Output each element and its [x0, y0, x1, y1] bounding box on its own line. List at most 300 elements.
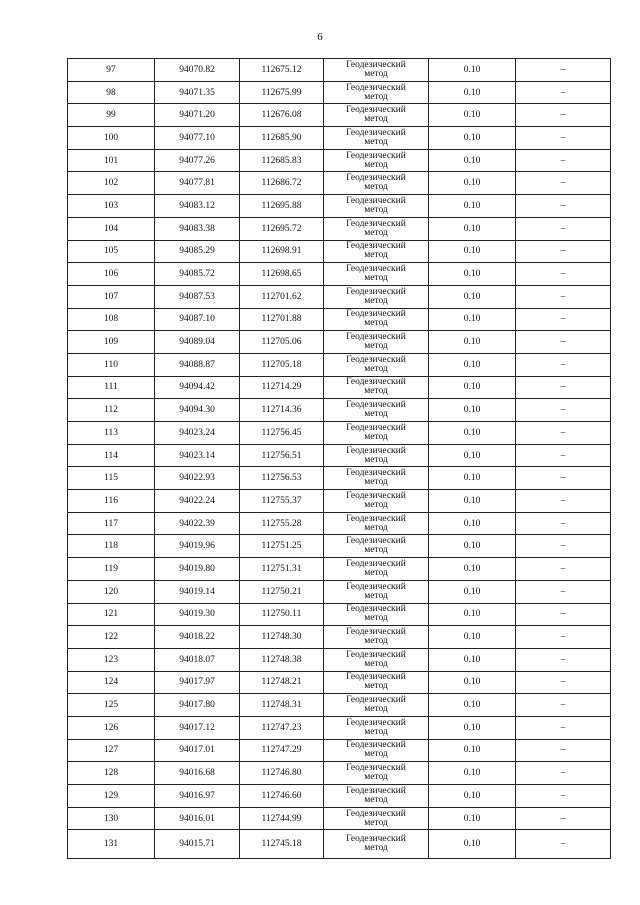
page-number: 6 [317, 31, 323, 43]
method-line2: метод [364, 636, 388, 647]
table-row [68, 240, 611, 263]
y-coordinate-cell: 112685.90 [240, 127, 324, 150]
y-coordinate-cell: 112755.28 [240, 512, 324, 535]
method-line2: метод [364, 227, 388, 238]
note-cell: – [516, 331, 611, 354]
table-row [68, 172, 611, 195]
note-cell: – [516, 240, 611, 263]
point-number-cell: 123 [68, 648, 155, 671]
y-coordinate-cell: 112747.29 [240, 739, 324, 762]
note-cell: – [516, 104, 611, 127]
method-cell [324, 331, 429, 354]
point-number-cell: 126 [68, 716, 155, 739]
point-number-cell: 98 [68, 81, 155, 104]
y-coordinate-cell: 112714.29 [240, 376, 324, 399]
method-line2: метод [364, 91, 388, 102]
x-coordinate-cell: 94015.71 [155, 830, 240, 859]
method-line1: Геодезический [346, 309, 406, 320]
x-coordinate-cell: 94019.14 [155, 580, 240, 603]
method-line1: Геодезический [346, 422, 406, 433]
accuracy-cell: 0.10 [429, 285, 516, 308]
coordinates-table [67, 58, 611, 859]
x-coordinate-cell: 94018.07 [155, 648, 240, 671]
method-line2: метод [364, 726, 388, 737]
method-cell [324, 739, 429, 762]
table-row [68, 807, 611, 830]
y-coordinate-cell: 112675.12 [240, 59, 324, 82]
note-cell: – [516, 81, 611, 104]
x-coordinate-cell: 94083.12 [155, 195, 240, 218]
method-cell [324, 671, 429, 694]
method-line2: метод [364, 114, 388, 125]
accuracy-cell: 0.10 [429, 195, 516, 218]
method-cell [324, 376, 429, 399]
method-line2: метод [364, 136, 388, 147]
x-coordinate-cell: 94019.80 [155, 558, 240, 581]
table-row [68, 81, 611, 104]
y-coordinate-cell: 112686.72 [240, 172, 324, 195]
accuracy-cell: 0.10 [429, 308, 516, 331]
accuracy-cell: 0.10 [429, 263, 516, 286]
method-line2: метод [364, 704, 388, 715]
method-line1: Геодезический [346, 763, 406, 774]
accuracy-cell: 0.10 [429, 467, 516, 490]
table-row [68, 331, 611, 354]
method-line2: метод [364, 318, 388, 329]
table-row [68, 127, 611, 150]
method-line1: Геодезический [346, 513, 406, 524]
x-coordinate-cell: 94077.10 [155, 127, 240, 150]
point-number-cell: 107 [68, 285, 155, 308]
accuracy-cell: 0.10 [429, 422, 516, 445]
table-row [68, 603, 611, 626]
note-cell: – [516, 512, 611, 535]
accuracy-cell: 0.10 [429, 149, 516, 172]
method-cell [324, 603, 429, 626]
accuracy-cell: 0.10 [429, 490, 516, 513]
point-number-cell: 101 [68, 149, 155, 172]
method-line2: метод [364, 454, 388, 465]
method-line2: метод [364, 772, 388, 783]
x-coordinate-cell: 94017.12 [155, 716, 240, 739]
method-line1: Геодезический [346, 581, 406, 592]
note-cell: – [516, 648, 611, 671]
method-line1: Геодезический [346, 604, 406, 615]
note-cell: – [516, 762, 611, 785]
table-row [68, 104, 611, 127]
point-number-cell: 119 [68, 558, 155, 581]
table-row [68, 762, 611, 785]
method-line2: метод [364, 658, 388, 669]
note-cell: – [516, 580, 611, 603]
y-coordinate-cell: 112750.21 [240, 580, 324, 603]
x-coordinate-cell: 94022.24 [155, 490, 240, 513]
accuracy-cell: 0.10 [429, 626, 516, 649]
table-row [68, 648, 611, 671]
accuracy-cell: 0.10 [429, 444, 516, 467]
method-cell [324, 422, 429, 445]
note-cell: – [516, 422, 611, 445]
accuracy-cell: 0.10 [429, 830, 516, 859]
method-line2: метод [364, 386, 388, 397]
method-line1: Геодезический [346, 400, 406, 411]
method-line2: метод [364, 477, 388, 488]
table-row [68, 467, 611, 490]
accuracy-cell: 0.10 [429, 580, 516, 603]
point-number-cell: 111 [68, 376, 155, 399]
method-cell [324, 626, 429, 649]
method-line2: метод [364, 843, 388, 854]
coordinates-table-body [68, 59, 611, 859]
note-cell: – [516, 490, 611, 513]
table-row [68, 490, 611, 513]
x-coordinate-cell: 94018.22 [155, 626, 240, 649]
method-cell [324, 558, 429, 581]
method-cell [324, 762, 429, 785]
point-number-cell: 105 [68, 240, 155, 263]
table-row [68, 308, 611, 331]
method-line2: метод [364, 499, 388, 510]
y-coordinate-cell: 112746.80 [240, 762, 324, 785]
y-coordinate-cell: 112714.36 [240, 399, 324, 422]
y-coordinate-cell: 112747.23 [240, 716, 324, 739]
accuracy-cell: 0.10 [429, 648, 516, 671]
accuracy-cell: 0.10 [429, 535, 516, 558]
note-cell: – [516, 739, 611, 762]
y-coordinate-cell: 112676.08 [240, 104, 324, 127]
method-line2: метод [364, 817, 388, 828]
note-cell: – [516, 807, 611, 830]
y-coordinate-cell: 112748.31 [240, 694, 324, 717]
method-cell [324, 81, 429, 104]
note-cell: – [516, 671, 611, 694]
point-number-cell: 97 [68, 59, 155, 82]
method-line1: Геодезический [346, 649, 406, 660]
method-cell [324, 467, 429, 490]
method-cell [324, 785, 429, 808]
method-cell [324, 807, 429, 830]
note-cell: – [516, 195, 611, 218]
method-line1: Геодезический [346, 695, 406, 706]
method-cell [324, 149, 429, 172]
point-number-cell: 108 [68, 308, 155, 331]
x-coordinate-cell: 94071.35 [155, 81, 240, 104]
method-cell [324, 490, 429, 513]
note-cell: – [516, 285, 611, 308]
method-line1: Геодезический [346, 717, 406, 728]
point-number-cell: 127 [68, 739, 155, 762]
method-line2: метод [364, 159, 388, 170]
table-row [68, 422, 611, 445]
method-line2: метод [364, 273, 388, 284]
y-coordinate-cell: 112705.18 [240, 353, 324, 376]
note-cell: – [516, 399, 611, 422]
x-coordinate-cell: 94071.20 [155, 104, 240, 127]
method-line2: метод [364, 68, 388, 79]
method-line1: Геодезический [346, 127, 406, 138]
accuracy-cell: 0.10 [429, 127, 516, 150]
x-coordinate-cell: 94016.01 [155, 807, 240, 830]
method-cell [324, 535, 429, 558]
method-line2: метод [364, 794, 388, 805]
point-number-cell: 130 [68, 807, 155, 830]
x-coordinate-cell: 94070.82 [155, 59, 240, 82]
x-coordinate-cell: 94077.26 [155, 149, 240, 172]
point-number-cell: 131 [68, 830, 155, 859]
note-cell: – [516, 308, 611, 331]
table-row [68, 535, 611, 558]
method-line1: Геодезический [346, 490, 406, 501]
x-coordinate-cell: 94022.39 [155, 512, 240, 535]
table-row [68, 671, 611, 694]
table-row [68, 626, 611, 649]
method-line2: метод [364, 204, 388, 215]
method-line2: метод [364, 613, 388, 624]
method-cell [324, 172, 429, 195]
table-row [68, 512, 611, 535]
table-row [68, 149, 611, 172]
point-number-cell: 125 [68, 694, 155, 717]
accuracy-cell: 0.10 [429, 512, 516, 535]
method-cell [324, 694, 429, 717]
accuracy-cell: 0.10 [429, 59, 516, 82]
method-line1: Геодезический [346, 332, 406, 343]
table-row [68, 694, 611, 717]
table-row [68, 444, 611, 467]
point-number-cell: 99 [68, 104, 155, 127]
method-line1: Геодезический [346, 445, 406, 456]
x-coordinate-cell: 94094.30 [155, 399, 240, 422]
method-line1: Геодезический [346, 354, 406, 365]
point-number-cell: 114 [68, 444, 155, 467]
method-line2: метод [364, 681, 388, 692]
table-row [68, 59, 611, 82]
point-number-cell: 122 [68, 626, 155, 649]
y-coordinate-cell: 112755.37 [240, 490, 324, 513]
method-line2: метод [364, 590, 388, 601]
accuracy-cell: 0.10 [429, 671, 516, 694]
y-coordinate-cell: 112748.21 [240, 671, 324, 694]
method-line1: Геодезический [346, 468, 406, 479]
point-number-cell: 110 [68, 353, 155, 376]
method-cell [324, 59, 429, 82]
y-coordinate-cell: 112675.99 [240, 81, 324, 104]
method-cell [324, 308, 429, 331]
y-coordinate-cell: 112701.62 [240, 285, 324, 308]
y-coordinate-cell: 112756.45 [240, 422, 324, 445]
x-coordinate-cell: 94019.30 [155, 603, 240, 626]
x-coordinate-cell: 94085.29 [155, 240, 240, 263]
table-row [68, 580, 611, 603]
point-number-cell: 109 [68, 331, 155, 354]
point-number-cell: 121 [68, 603, 155, 626]
method-cell [324, 353, 429, 376]
method-line1: Геодезический [346, 740, 406, 751]
point-number-cell: 103 [68, 195, 155, 218]
table-row [68, 285, 611, 308]
x-coordinate-cell: 94023.14 [155, 444, 240, 467]
y-coordinate-cell: 112705.06 [240, 331, 324, 354]
method-cell [324, 399, 429, 422]
x-coordinate-cell: 94017.80 [155, 694, 240, 717]
accuracy-cell: 0.10 [429, 240, 516, 263]
y-coordinate-cell: 112701.88 [240, 308, 324, 331]
note-cell: – [516, 830, 611, 859]
note-cell: – [516, 603, 611, 626]
y-coordinate-cell: 112745.18 [240, 830, 324, 859]
method-cell [324, 830, 429, 859]
note-cell: – [516, 149, 611, 172]
x-coordinate-cell: 94085.72 [155, 263, 240, 286]
x-coordinate-cell: 94022.93 [155, 467, 240, 490]
note-cell: – [516, 127, 611, 150]
note-cell: – [516, 217, 611, 240]
table-row [68, 376, 611, 399]
method-cell [324, 444, 429, 467]
method-line1: Геодезический [346, 241, 406, 252]
point-number-cell: 124 [68, 671, 155, 694]
note-cell: – [516, 558, 611, 581]
method-cell [324, 648, 429, 671]
point-number-cell: 129 [68, 785, 155, 808]
method-cell [324, 127, 429, 150]
table-row [68, 263, 611, 286]
method-cell [324, 217, 429, 240]
method-line2: метод [364, 295, 388, 306]
x-coordinate-cell: 94016.97 [155, 785, 240, 808]
point-number-cell: 100 [68, 127, 155, 150]
point-number-cell: 106 [68, 263, 155, 286]
method-line1: Геодезический [346, 59, 406, 70]
accuracy-cell: 0.10 [429, 331, 516, 354]
method-line2: метод [364, 409, 388, 420]
method-line1: Геодезический [346, 150, 406, 161]
method-line1: Геодезический [346, 173, 406, 184]
method-cell [324, 580, 429, 603]
accuracy-cell: 0.10 [429, 739, 516, 762]
accuracy-cell: 0.10 [429, 807, 516, 830]
accuracy-cell: 0.10 [429, 762, 516, 785]
method-line1: Геодезический [346, 195, 406, 206]
table-row [68, 558, 611, 581]
y-coordinate-cell: 112744.99 [240, 807, 324, 830]
point-number-cell: 116 [68, 490, 155, 513]
method-cell [324, 104, 429, 127]
table-row [68, 739, 611, 762]
note-cell: – [516, 353, 611, 376]
method-line2: метод [364, 545, 388, 556]
method-line1: Геодезический [346, 218, 406, 229]
method-cell [324, 285, 429, 308]
accuracy-cell: 0.10 [429, 376, 516, 399]
point-number-cell: 102 [68, 172, 155, 195]
table-row [68, 830, 611, 859]
method-cell [324, 512, 429, 535]
method-line2: метод [364, 522, 388, 533]
note-cell: – [516, 263, 611, 286]
accuracy-cell: 0.10 [429, 716, 516, 739]
method-line1: Геодезический [346, 377, 406, 388]
note-cell: – [516, 467, 611, 490]
accuracy-cell: 0.10 [429, 81, 516, 104]
note-cell: – [516, 694, 611, 717]
method-line1: Геодезический [346, 627, 406, 638]
y-coordinate-cell: 112756.53 [240, 467, 324, 490]
accuracy-cell: 0.10 [429, 603, 516, 626]
point-number-cell: 128 [68, 762, 155, 785]
x-coordinate-cell: 94087.53 [155, 285, 240, 308]
x-coordinate-cell: 94083.38 [155, 217, 240, 240]
y-coordinate-cell: 112748.30 [240, 626, 324, 649]
note-cell: – [516, 535, 611, 558]
point-number-cell: 118 [68, 535, 155, 558]
method-line1: Геодезический [346, 105, 406, 116]
method-line1: Геодезический [346, 82, 406, 93]
accuracy-cell: 0.10 [429, 694, 516, 717]
method-line2: метод [364, 363, 388, 374]
y-coordinate-cell: 112698.91 [240, 240, 324, 263]
method-line2: метод [364, 250, 388, 261]
point-number-cell: 117 [68, 512, 155, 535]
method-line1: Геодезический [346, 785, 406, 796]
method-cell [324, 195, 429, 218]
method-cell [324, 263, 429, 286]
table-row [68, 353, 611, 376]
y-coordinate-cell: 112695.88 [240, 195, 324, 218]
y-coordinate-cell: 112756.51 [240, 444, 324, 467]
y-coordinate-cell: 112748.38 [240, 648, 324, 671]
method-line1: Геодезический [346, 286, 406, 297]
method-line1: Геодезический [346, 808, 406, 819]
point-number-cell: 113 [68, 422, 155, 445]
method-cell [324, 240, 429, 263]
y-coordinate-cell: 112685.83 [240, 149, 324, 172]
accuracy-cell: 0.10 [429, 353, 516, 376]
y-coordinate-cell: 112695.72 [240, 217, 324, 240]
accuracy-cell: 0.10 [429, 104, 516, 127]
point-number-cell: 120 [68, 580, 155, 603]
x-coordinate-cell: 94019.96 [155, 535, 240, 558]
accuracy-cell: 0.10 [429, 399, 516, 422]
x-coordinate-cell: 94094.42 [155, 376, 240, 399]
y-coordinate-cell: 112751.31 [240, 558, 324, 581]
accuracy-cell: 0.10 [429, 172, 516, 195]
note-cell: – [516, 444, 611, 467]
note-cell: – [516, 626, 611, 649]
x-coordinate-cell: 94089.04 [155, 331, 240, 354]
x-coordinate-cell: 94077.81 [155, 172, 240, 195]
x-coordinate-cell: 94017.97 [155, 671, 240, 694]
y-coordinate-cell: 112750.11 [240, 603, 324, 626]
method-line2: метод [364, 749, 388, 760]
note-cell: – [516, 376, 611, 399]
method-line2: метод [364, 341, 388, 352]
point-number-cell: 104 [68, 217, 155, 240]
point-number-cell: 115 [68, 467, 155, 490]
x-coordinate-cell: 94023.24 [155, 422, 240, 445]
note-cell: – [516, 716, 611, 739]
x-coordinate-cell: 94087.10 [155, 308, 240, 331]
method-line1: Геодезический [346, 672, 406, 683]
accuracy-cell: 0.10 [429, 558, 516, 581]
accuracy-cell: 0.10 [429, 217, 516, 240]
method-line1: Геодезический [346, 834, 406, 845]
point-number-cell: 112 [68, 399, 155, 422]
note-cell: – [516, 172, 611, 195]
table-row [68, 195, 611, 218]
y-coordinate-cell: 112698.65 [240, 263, 324, 286]
method-line2: метод [364, 431, 388, 442]
